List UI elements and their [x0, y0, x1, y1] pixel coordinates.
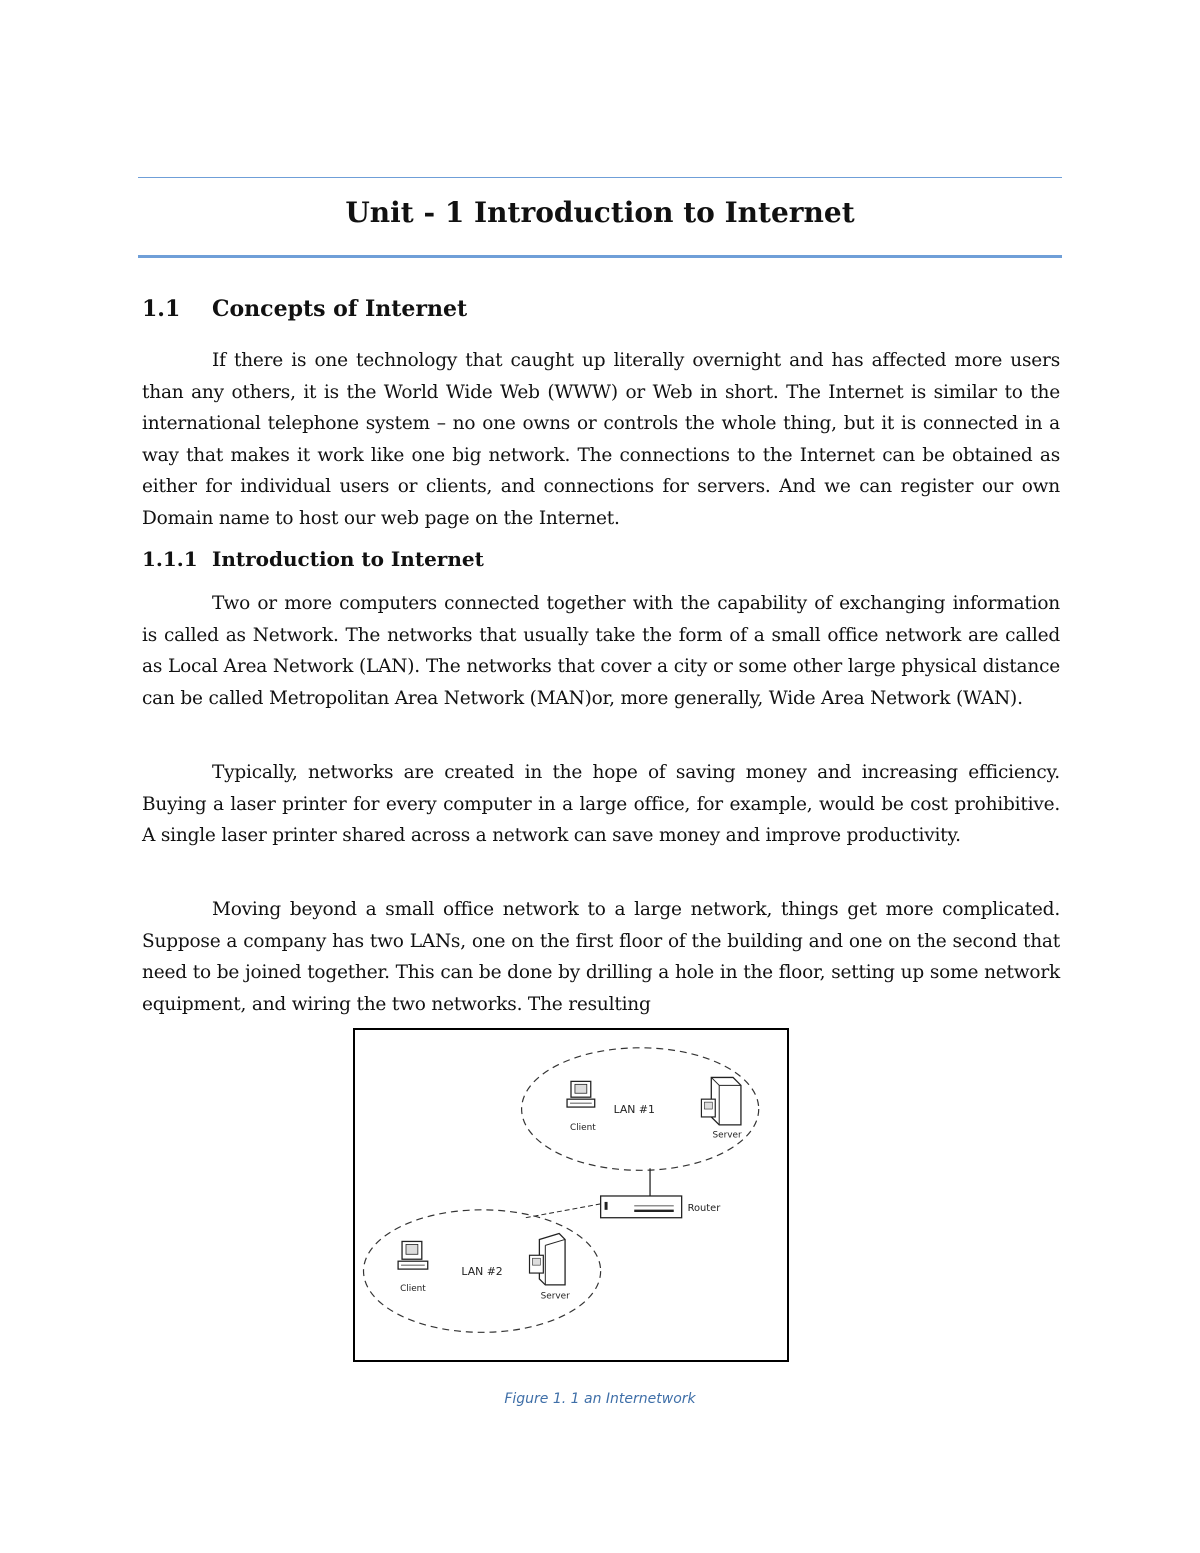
paragraph-internet-concepts: If there is one technology that caught up literally overnight and has affected more users than any others, it is the World Wide Web (WWW) or Web in short. The Internet is similar to the international telephone system – no one owns or controls the whole thing, but it is connected in a way that makes it work like one big network. The connections to the Internet can be obtained as either for individual users or clients, and connections for servers. And we can register our own Domain name to host our web page on the Internet.: [142, 350, 1060, 529]
lan2-client-label: Client: [400, 1283, 426, 1294]
lan1-client-label: Client: [570, 1122, 596, 1133]
router-icon: [601, 1196, 682, 1218]
lan1-server-icon: [701, 1077, 741, 1124]
subsection-number: 1.1.1: [142, 547, 198, 571]
lan1-label: LAN #1: [613, 1102, 655, 1116]
paragraph-network-benefits: Typically, networks are created in the hope of saving money and increasing efficiency. Buying a laser printer for every computer in a large office, for example, would be cost prohibitive. A single laser printer shared across a network can save money and improve productivity.: [142, 762, 1060, 846]
router-lan2-link: [526, 1204, 601, 1218]
title-bottom-rule: [138, 255, 1062, 258]
lan2-label: LAN #2: [461, 1265, 503, 1279]
title-top-rule: [138, 177, 1062, 178]
page-title: Unit - 1 Introduction to Internet: [345, 196, 855, 229]
lan1-client-computer-icon: [567, 1081, 595, 1107]
lan1-server-label: Server: [712, 1130, 742, 1141]
paragraph-network-definition: Two or more computers connected together with the capability of exchanging information is called as Network. The networks that usually take the form of a small office network are called as Local Area Network (LAN). The networks that cover a city or some other large physical distance can be called Metropolitan Area Network (MAN)or, more generally, Wide Area Network (WAN).: [142, 593, 1060, 709]
internetwork-figure: [353, 1028, 789, 1362]
lan2-client-computer-icon: [398, 1241, 428, 1269]
lan2-server-label: Server: [540, 1291, 570, 1302]
section-title: Concepts of Internet: [212, 296, 468, 322]
lan2-server-icon: [530, 1234, 566, 1285]
subsection-heading: [142, 547, 484, 571]
section-number: 1.1: [142, 296, 181, 322]
section-heading: [142, 296, 467, 322]
subsection-title: Introduction to Internet: [212, 547, 484, 571]
paragraph-large-network: Moving beyond a small office network to a large network, things get more complicated. Suppose a company has two LANs, one on the first floor of the building and one on the second that need to be joined together. This can be done by drilling a hole in the floor, setting up some network equipment, and wiring the two networks. The resulting: [142, 899, 1060, 1015]
figure-caption: Figure 1. 1 an Internetwork: [504, 1391, 696, 1407]
router-label: Router: [687, 1202, 721, 1214]
